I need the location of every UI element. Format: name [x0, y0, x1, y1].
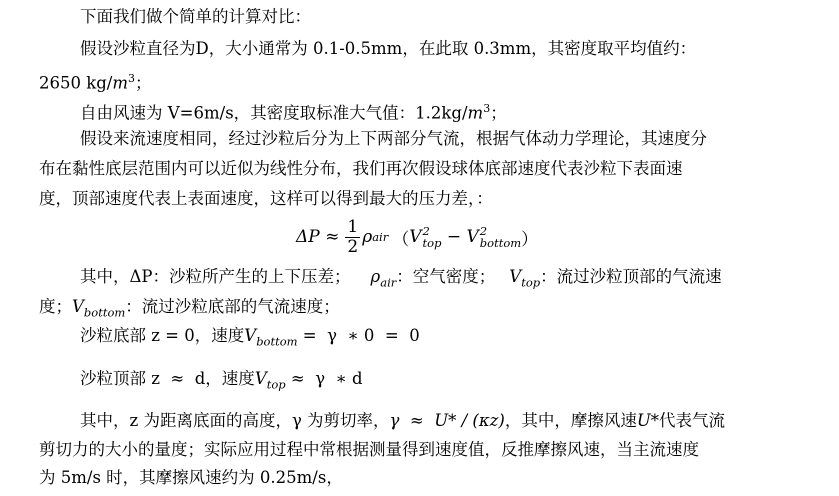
bottom-velocity-v: V	[244, 326, 257, 345]
symbol-v-top: V	[509, 267, 522, 286]
formula-minus: −	[441, 227, 467, 247]
paragraph-wind-speed	[80, 98, 814, 125]
symbol-dp-def: 其中，ΔP：沙粒所产生的上下压差；	[80, 267, 351, 286]
symbol-rho-def: ：空气密度；	[396, 267, 496, 286]
formula-denominator: 2	[347, 236, 359, 257]
equation-bottom-velocity	[80, 325, 814, 352]
paragraph-sand-assumption: 假设沙粒直径为D，大小通常为 0.1-0.5mm，在此取 0.3mm，其密度取平均值约：	[80, 39, 697, 58]
wind-speed-text: 自由风速为 V=6m/s，其密度取标准大气值：1.2kg/	[80, 103, 468, 123]
equation-top-velocity	[80, 368, 814, 395]
bottom-velocity-value: = γ ∗ 0 = 0	[297, 326, 420, 345]
sand-density-line	[39, 68, 814, 95]
symbol-v-bottom-sub: bottom	[83, 305, 126, 320]
formula-rho-sub: air	[372, 230, 389, 244]
paragraph-flow-line-1: 假设来流速度相同，经过沙粒后分为上下两部分气流，根据气体动力学理论，其速度分	[80, 129, 707, 148]
paragraph-shear-2: 剪切力的大小的量度；实际应用过程中常根据测量得到速度值，反推摩擦风速，当主流速度	[39, 440, 699, 459]
formula-fraction	[345, 218, 360, 257]
paragraph-symbols-1	[80, 266, 814, 293]
paragraph-symbols-2	[39, 296, 814, 323]
formula-v-bottom: V	[466, 227, 479, 247]
bottom-velocity-text: 沙粒底部 z = 0，速度	[80, 326, 245, 345]
paragraph-shear-3: 为 5m/s 时，其摩擦风速约为 0.25m/s，	[39, 468, 343, 487]
top-velocity-value: ≈ γ ∗ d	[285, 369, 363, 388]
sand-density-end: ；	[135, 73, 152, 93]
paragraph-flow-line-3: 度，顶部速度代表上表面速度，这样可以得到最大的压力差，：	[39, 189, 493, 208]
bottom-velocity-sub: bottom	[256, 334, 298, 349]
paragraph-shear-1	[80, 410, 814, 432]
air-density-unit-m: m	[467, 103, 484, 123]
symbol-v-top-def: ：流过沙粒顶部的气流速	[540, 267, 722, 286]
friction-velocity-symbol: U*	[636, 411, 659, 430]
symbol-rho-sub: air	[380, 275, 397, 290]
symbol-v-bottom: V	[72, 297, 84, 316]
formula-v-top: V	[409, 227, 422, 247]
wind-speed-end: ；	[490, 103, 507, 123]
formula-numerator: 1	[347, 216, 359, 237]
formula-v-bottom-sup: 2	[479, 224, 488, 238]
top-velocity-v: V	[254, 369, 267, 388]
sand-density-value: 2650 kg/	[39, 73, 113, 93]
symbols-2-start: 度；	[39, 297, 72, 316]
shear-text-mid: ，其中，摩擦风速	[504, 411, 637, 430]
formula-v-top-sup: 2	[422, 224, 430, 238]
symbol-v-top-sub: top	[521, 275, 541, 290]
symbol-rho: ρ	[370, 267, 381, 286]
formula-open-paren: （	[392, 229, 410, 250]
top-velocity-sub: top	[266, 377, 286, 392]
formula-rho: ρ	[362, 227, 373, 247]
symbol-v-bottom-def: ：流过沙粒底部的气流速度；	[125, 297, 340, 316]
top-velocity-text: 沙粒顶部 z ≈ d，速度	[80, 369, 255, 388]
shear-text-end: 代表气流	[658, 411, 725, 430]
pressure-difference-formula	[296, 213, 538, 261]
formula-v-top-sub: top	[422, 236, 442, 250]
formula-v-bottom-sub: bottom	[479, 236, 522, 250]
formula-lhs: ΔP ≈	[296, 227, 340, 247]
shear-text-start: 其中，z 为距离底面的高度，γ 为剪切率，	[80, 411, 390, 430]
shear-rate-formula: γ ≈ U* / (κz)	[389, 411, 505, 430]
air-density-unit-exp: 3	[483, 102, 491, 115]
paragraph-intro: 下面我们做个简单的计算对比：	[80, 7, 311, 26]
sand-density-unit-exp: 3	[128, 72, 136, 85]
formula-close-paren: ）	[521, 229, 539, 250]
sand-density-unit-m: m	[112, 73, 129, 93]
paragraph-flow-line-2: 布在黏性底层范围内可以近似为线性分布，我们再次假设球体底部速度代表沙粒下表面速	[39, 159, 683, 178]
